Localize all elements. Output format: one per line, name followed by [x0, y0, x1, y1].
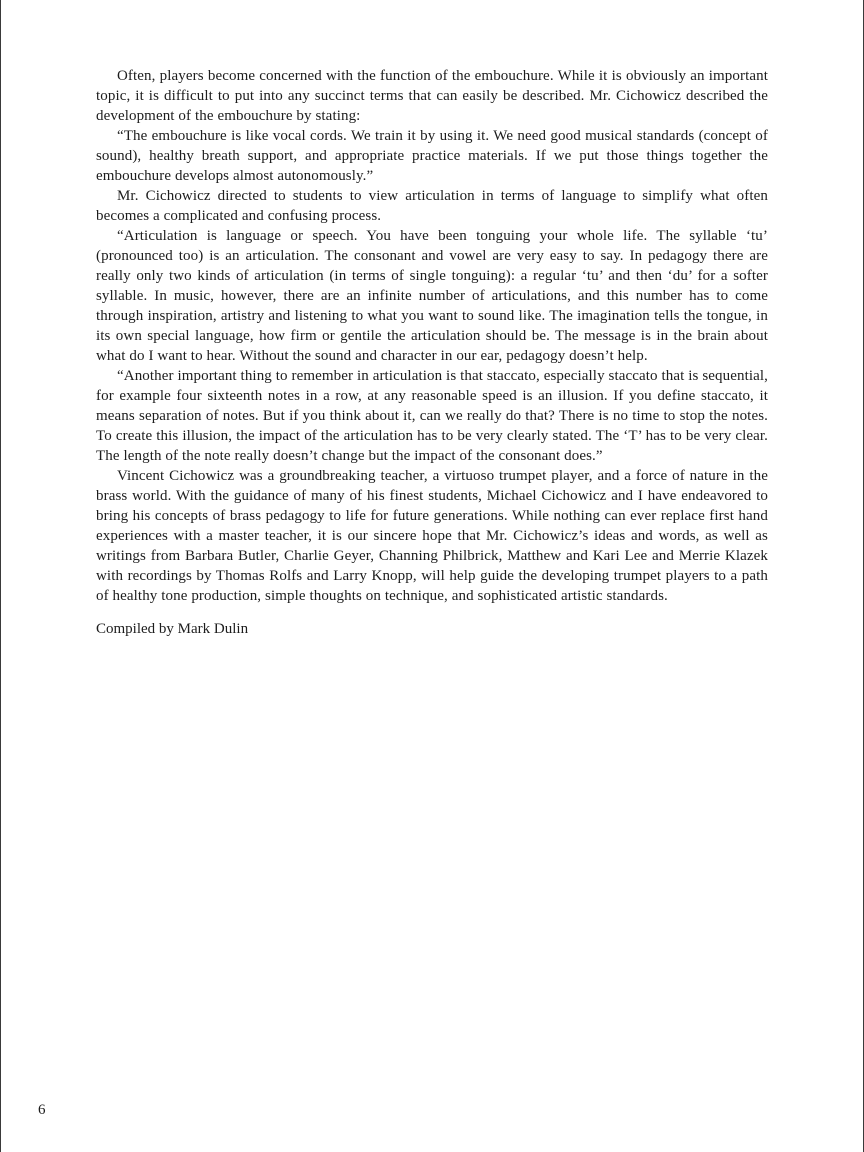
byline: Compiled by Mark Dulin [96, 621, 249, 637]
page-number: 6 [38, 1102, 46, 1118]
paragraph-articulation-intro: Mr. Cichowicz directed to students to view articulation in terms of language to simplify what often becomes a complicated and confusing process. [96, 188, 768, 224]
paragraph-closing: Vincent Cichowicz was a groundbreaking teacher, a virtuoso trumpet player, and a force of nature in the brass world. With the guidance of many of his finest students, Michael Cichowicz and I have endeavored to bring his concepts of brass pedagogy to life for future generations. While nothing can ever replace first hand experiences with a master teacher, it is our sincere hope that Mr. Cichowicz’s ideas and words, as well as writings from Barbara Butler, Charlie Geyer, Channing Philbrick, Matthew and Kari Lee and Merrie Klazek with recordings by Thomas Rolfs and Larry Knopp, will help guide the developing trumpet players to a path of healthy tone production, simple thoughts on technique, and sophisticated artistic standards. [96, 468, 768, 604]
body-text [96, 66, 768, 639]
paragraph-embouchure-intro: Often, players become concerned with the function of the embouchure. While it is obviously an important topic, it is difficult to put into any succinct terms that can easily be described. Mr. Cichowicz described the development of the embouchure by stating: [96, 68, 768, 124]
paragraph-embouchure-quote: “The embouchure is like vocal cords. We train it by using it. We need good musical standards (concept of sound), healthy breath support, and appropriate practice materials. If we put those things together the embouchure develops almost autonomously.” [96, 128, 768, 184]
paragraph-staccato-quote: “Another important thing to remember in articulation is that staccato, especially staccato that is sequential, for example four sixteenth notes in a row, at any reasonable speed is an illusion. If you define staccato, it means separation of notes. But if you think about it, can we really do that? There is no time to stop the notes. To create this illusion, the impact of the articulation has to be very clearly stated. The ‘T’ has to be very clear. The length of the note really doesn’t change but the impact of the consonant does.” [96, 368, 768, 464]
page-edge-left [0, 0, 1, 1152]
paragraph-articulation-quote: “Articulation is language or speech. You have been tonguing your whole life. The syllable ‘tu’ (pronounced too) is an articulation. The consonant and vowel are very easy to say. In pedagogy there are really only two kinds of articulation (in terms of single tonguing): a regular ‘tu’ and then ‘du’ for a softer syllable. In music, however, there are an infinite number of articulations, and this number has to come through inspiration, artistry and listening to what you want to sound like. The imagination tells the tongue, in its own special language, how firm or gentile the articulation should be. The message is in the brain about what do I want to hear. Without the sound and character in our ear, pedagogy doesn’t help. [96, 228, 768, 364]
